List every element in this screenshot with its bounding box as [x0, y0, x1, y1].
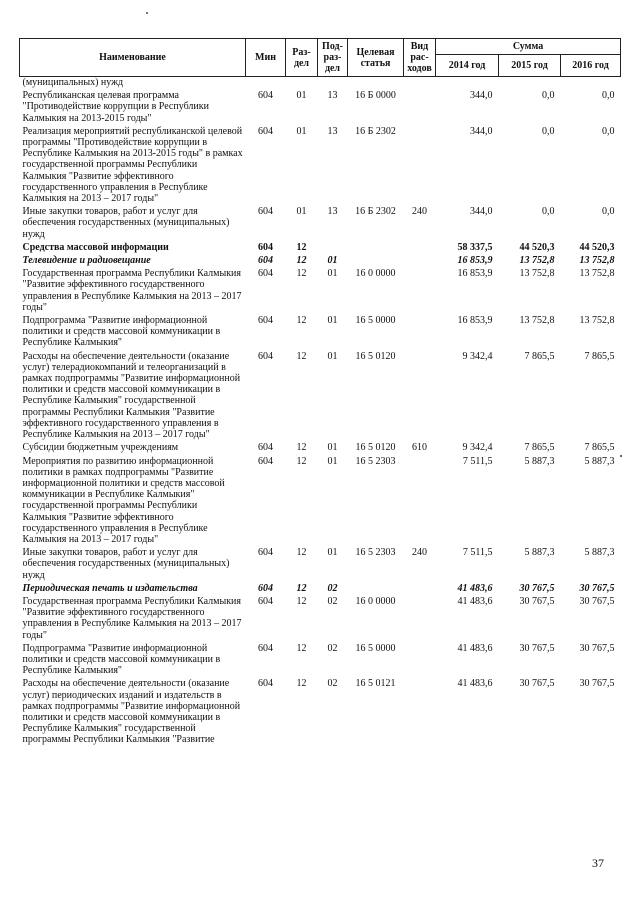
- row-vid-rashodov: [404, 643, 436, 679]
- row-name: Подпрограмма "Развитие информационной политики и средств массовой коммуникации в Республике Калмыкия": [22, 315, 221, 349]
- row-podrazdel: 01: [327, 547, 338, 559]
- header-podrazdel: Под- раз- дел: [318, 39, 348, 77]
- table-row: [20, 643, 621, 679]
- row-vid-rashodov: [404, 315, 436, 351]
- row-vid-rashodov: [404, 90, 436, 126]
- row-vid-rashodov: [404, 456, 436, 548]
- row-razdel: 01: [296, 90, 307, 102]
- row-celevaya-statya: 16 Б 2302: [355, 206, 396, 218]
- row-name: Периодическая печать и издательства: [22, 582, 198, 594]
- row-min: 604: [258, 268, 273, 280]
- row-name: Иные закупки товаров, работ и услуг для обеспечения государственных (муниципальных) нужд: [22, 206, 230, 240]
- row-podrazdel: 13: [327, 125, 338, 137]
- row-sum-2016: 7 865,5: [584, 350, 615, 362]
- budget-table-sheet: [19, 38, 620, 748]
- row-name: Субсидии бюджетным учреждениям: [22, 442, 179, 454]
- header-min: Мин: [246, 39, 286, 77]
- row-sum-2016: 0,0: [602, 90, 615, 102]
- row-sum-2014: 41 483,6: [457, 595, 493, 607]
- row-podrazdel: [318, 77, 348, 91]
- row-sum-2016: 44 520,3: [579, 241, 615, 253]
- row-razdel: 12: [296, 442, 307, 454]
- row-sum-2014: 344,0: [470, 125, 493, 137]
- row-celevaya-statya: 16 5 2303: [355, 547, 396, 559]
- row-name: Подпрограмма "Развитие информационной политики и средств массовой коммуникации в Республике Калмыкия": [22, 642, 221, 677]
- row-sum-2014: [436, 77, 499, 91]
- row-sum-2014: 9 342,4: [462, 350, 493, 362]
- row-name: Телевидение и радиовещание: [22, 255, 151, 267]
- row-sum-2016: 13 752,8: [579, 268, 615, 280]
- scan-speck: [146, 12, 148, 14]
- header-razdel: Раз- дел: [286, 39, 318, 77]
- header-2015: 2015 год: [499, 55, 561, 77]
- row-sum-2015: 5 887,3: [524, 455, 555, 467]
- scan-speck: [620, 455, 622, 457]
- table-row: [20, 206, 621, 242]
- row-min: 604: [258, 642, 273, 654]
- row-celevaya-statya: 16 0 0000: [355, 595, 396, 607]
- row-sum-2015: 13 752,8: [519, 315, 555, 327]
- row-sum-2016: 0,0: [602, 125, 615, 137]
- row-sum-2014: 344,0: [470, 206, 493, 218]
- row-celevaya-statya: [348, 583, 404, 596]
- row-podrazdel: 02: [327, 582, 338, 594]
- row-sum-2016: 13 752,8: [579, 315, 615, 327]
- row-razdel: 12: [296, 678, 307, 690]
- row-vid-rashodov: [404, 268, 436, 315]
- row-razdel: 12: [296, 315, 307, 327]
- row-celevaya-statya: 16 5 0000: [355, 315, 396, 327]
- row-name: Государственная программа Республики Калмыкия "Развитие эффективного государственного управления в Республике Калмыкия на 2013 – 2017 годы": [22, 268, 242, 313]
- row-sum-2014: 41 483,6: [457, 642, 493, 654]
- row-razdel: 12: [296, 642, 307, 654]
- row-min: 604: [258, 442, 273, 454]
- row-min: [246, 77, 286, 91]
- row-razdel: 12: [296, 455, 307, 467]
- row-podrazdel: 01: [327, 350, 338, 362]
- row-sum-2014: 41 483,6: [457, 582, 493, 594]
- row-celevaya-statya: [348, 242, 404, 255]
- row-sum-2015: 0,0: [542, 90, 555, 102]
- row-sum-2014: 41 483,6: [457, 678, 493, 690]
- row-min: 604: [258, 350, 273, 362]
- header-2016: 2016 год: [561, 55, 621, 77]
- row-celevaya-statya: 16 Б 2302: [355, 125, 396, 137]
- row-vid-rashodov: 240: [412, 206, 427, 218]
- row-vid-rashodov: [404, 351, 436, 443]
- row-vid-rashodov: 240: [412, 547, 427, 559]
- row-name: Государственная программа Республики Калмыкия "Развитие эффективного государственного управления в Республике Калмыкия на 2013 – 2017 годы": [22, 595, 242, 641]
- table-row: [20, 126, 621, 206]
- row-celevaya-statya: 16 5 0000: [355, 642, 396, 654]
- row-vid-rashodov: [404, 77, 436, 91]
- row-min: 604: [258, 547, 273, 559]
- row-razdel: 12: [296, 595, 307, 607]
- row-sum-2015: [499, 77, 561, 91]
- table-row: [20, 456, 621, 548]
- row-vid-rashodov: [404, 255, 436, 268]
- row-min: 604: [258, 455, 273, 467]
- row-vid-rashodov: [404, 596, 436, 643]
- row-sum-2015: 44 520,3: [519, 241, 555, 253]
- row-podrazdel: 13: [327, 206, 338, 218]
- row-sum-2016: 0,0: [602, 206, 615, 218]
- row-sum-2014: 7 511,5: [462, 547, 493, 559]
- row-sum-2016: 5 887,3: [584, 455, 615, 467]
- row-celevaya-statya: 16 0 0000: [355, 268, 396, 280]
- row-name: Расходы на обеспечение деятельности (оказание услуг) периодических изданий и издательств в рамках подпрограммы "Развитие информационной политики и средств массовой коммуникации в Республике Калмыкия" государственной программы Республики Калмыкия "Развитие: [22, 678, 241, 746]
- budget-table: [19, 38, 621, 748]
- table-row: [20, 90, 621, 126]
- row-sum-2016: 30 767,5: [579, 678, 615, 690]
- row-podrazdel: 02: [327, 642, 338, 654]
- table-header: [20, 39, 621, 77]
- row-sum-2015: 13 752,8: [519, 255, 555, 267]
- table-row: [20, 77, 621, 91]
- row-sum-2015: 30 767,5: [519, 595, 555, 607]
- row-sum-2015: 7 865,5: [524, 442, 555, 454]
- row-sum-2014: 7 511,5: [462, 455, 493, 467]
- table-row: [20, 596, 621, 643]
- row-celevaya-statya: 16 Б 0000: [355, 90, 396, 102]
- row-sum-2015: 7 865,5: [524, 350, 555, 362]
- table-row: [20, 678, 621, 747]
- row-min: 604: [258, 241, 273, 253]
- row-podrazdel: 01: [327, 268, 338, 280]
- row-vid-rashodov: [404, 678, 436, 747]
- row-sum-2016: 30 767,5: [579, 642, 615, 654]
- row-sum-2015: 30 767,5: [519, 582, 555, 594]
- row-sum-2016: 5 887,3: [584, 547, 615, 559]
- table-row: [20, 442, 621, 455]
- row-sum-2014: 16 853,9: [457, 255, 493, 267]
- row-celevaya-statya: 16 5 0120: [355, 350, 396, 362]
- header-summa: Сумма: [436, 39, 621, 55]
- row-min: 604: [258, 582, 273, 594]
- row-razdel: 01: [296, 125, 307, 137]
- row-sum-2014: 16 853,9: [457, 268, 493, 280]
- row-razdel: 12: [296, 255, 307, 267]
- row-sum-2015: 0,0: [542, 206, 555, 218]
- row-sum-2014: 16 853,9: [457, 315, 493, 327]
- row-podrazdel: 01: [327, 442, 338, 454]
- row-name: (муниципальных) нужд: [22, 77, 124, 88]
- table-row: [20, 351, 621, 443]
- row-podrazdel: 02: [327, 595, 338, 607]
- row-min: 604: [258, 678, 273, 690]
- table-row: [20, 547, 621, 583]
- table-body: [20, 77, 621, 748]
- row-sum-2016: [561, 77, 621, 91]
- row-celevaya-statya: [348, 77, 404, 91]
- row-razdel: 12: [296, 582, 307, 594]
- row-podrazdel: 01: [327, 255, 338, 267]
- table-row: [20, 315, 621, 351]
- row-podrazdel: 01: [327, 455, 338, 467]
- row-name: Реализация мероприятий республиканской целевой программы "Противодействие коррупции в Республике Калмыкия на 2013-2015 годы" в рамках государственной программы Республики Калмыкия "Развитие эффективного государственного управления в Республике Калмыкия на 2013 – 2017 годы": [22, 125, 243, 205]
- row-sum-2016: 7 865,5: [584, 442, 615, 454]
- table-row: [20, 583, 621, 596]
- page-number: 37: [592, 856, 604, 870]
- row-sum-2016: 30 767,5: [579, 582, 615, 594]
- row-razdel: 01: [296, 206, 307, 218]
- row-name: Средства массовой информации: [22, 241, 169, 253]
- row-min: 604: [258, 315, 273, 327]
- row-celevaya-statya: [348, 255, 404, 268]
- row-vid-rashodov: [404, 126, 436, 206]
- row-min: 604: [258, 595, 273, 607]
- row-podrazdel: 02: [327, 678, 338, 690]
- row-min: 604: [258, 90, 273, 102]
- row-name: Расходы на обеспечение деятельности (оказание услуг) телерадиокомпаний и телеорганизаций в рамках подпрограммы "Развитие информационной политики и средств массовой коммуникации в Республике Калмыкия" государственной программы Республики Калмыкия "Развитие эффективного государственного управления в Республике Калмыкия на 2013 – 2017 годы": [22, 350, 241, 441]
- header-celevaya-statya: Целевая статья: [348, 39, 404, 77]
- row-razdel: [286, 77, 318, 91]
- row-razdel: 12: [296, 268, 307, 280]
- row-podrazdel: 01: [327, 315, 338, 327]
- row-vid-rashodov: [404, 583, 436, 596]
- row-name: Иные закупки товаров, работ и услуг для обеспечения государственных (муниципальных) нужд: [22, 547, 230, 581]
- header-vid-rashodov: Вид рас- ходов: [404, 39, 436, 77]
- header-name: Наименование: [20, 39, 246, 77]
- row-min: 604: [258, 206, 273, 218]
- row-sum-2014: 344,0: [470, 90, 493, 102]
- header-2014: 2014 год: [436, 55, 499, 77]
- row-name: Республиканская целевая программа "Противодействие коррупции в Республики Калмыкия на 2013-2015 годы": [22, 90, 209, 124]
- row-sum-2014: 58 337,5: [457, 241, 493, 253]
- row-celevaya-statya: 16 5 2303: [355, 455, 396, 467]
- row-sum-2015: 30 767,5: [519, 678, 555, 690]
- row-vid-rashodov: 610: [412, 442, 427, 454]
- table-row: [20, 242, 621, 255]
- row-sum-2015: 5 887,3: [524, 547, 555, 559]
- row-sum-2016: 30 767,5: [579, 595, 615, 607]
- table-row: [20, 255, 621, 268]
- row-podrazdel: [318, 242, 348, 255]
- row-razdel: 12: [296, 241, 307, 253]
- row-min: 604: [258, 125, 273, 137]
- row-razdel: 12: [296, 547, 307, 559]
- row-name: Мероприятия по развитию информационной политики в рамках подпрограммы "Развитие информационной политики и средств массовой коммуникации в Республике Калмыкия" государственной программы Республики Калмыкия "Развитие эффективного государственного управления в Республике Калмыкия на 2013 – 2017 годы": [22, 455, 225, 545]
- table-row: [20, 268, 621, 315]
- row-podrazdel: 13: [327, 90, 338, 102]
- row-sum-2015: 30 767,5: [519, 642, 555, 654]
- row-sum-2016: 13 752,8: [579, 255, 615, 267]
- row-sum-2014: 9 342,4: [462, 442, 493, 454]
- row-min: 604: [258, 255, 273, 267]
- row-sum-2015: 13 752,8: [519, 268, 555, 280]
- row-razdel: 12: [296, 350, 307, 362]
- row-celevaya-statya: 16 5 0121: [355, 678, 396, 690]
- row-sum-2015: 0,0: [542, 125, 555, 137]
- row-vid-rashodov: [404, 242, 436, 255]
- row-celevaya-statya: 16 5 0120: [355, 442, 396, 454]
